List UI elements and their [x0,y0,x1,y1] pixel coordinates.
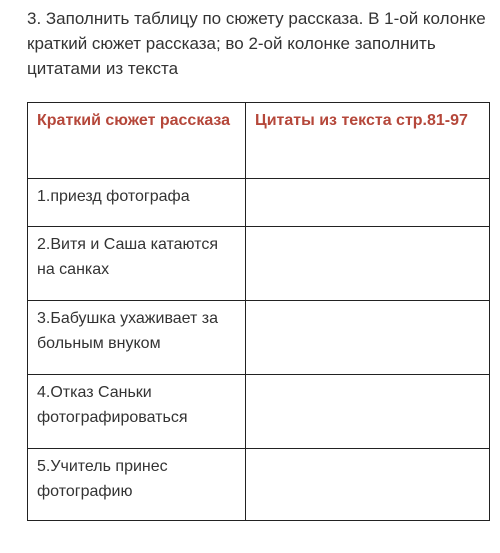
quote-cell[interactable] [246,375,490,449]
table-row [28,449,490,521]
quote-cell[interactable] [246,301,490,375]
table-header-row [28,103,490,179]
plot-cell: 2.Витя и Саша катаются на санках [28,227,246,301]
table-row [28,227,490,301]
story-table [27,102,490,521]
table-row [28,375,490,449]
table-row [28,301,490,375]
plot-cell: 5.Учитель принес фотографию [28,449,246,521]
plot-cell: 4.Отказ Саньки фотографироваться [28,375,246,449]
plot-cell: 1.приезд фотографа [28,179,246,227]
table-row [28,179,490,227]
quote-cell[interactable] [246,179,490,227]
header-plot-summary: Краткий сюжет рассказа [28,103,246,179]
quote-cell[interactable] [246,449,490,521]
quote-cell[interactable] [246,227,490,301]
plot-cell: 3.Бабушка ухаживает за больным внуком [28,301,246,375]
task-instruction: 3. Заполнить таблицу по сюжету рассказа. В 1-ой колонке краткий сюжет рассказа; во 2-ой колонке заполнить цитатами из текста [27,9,486,78]
header-quotes: Цитаты из текста стр.81-97 [246,103,490,179]
